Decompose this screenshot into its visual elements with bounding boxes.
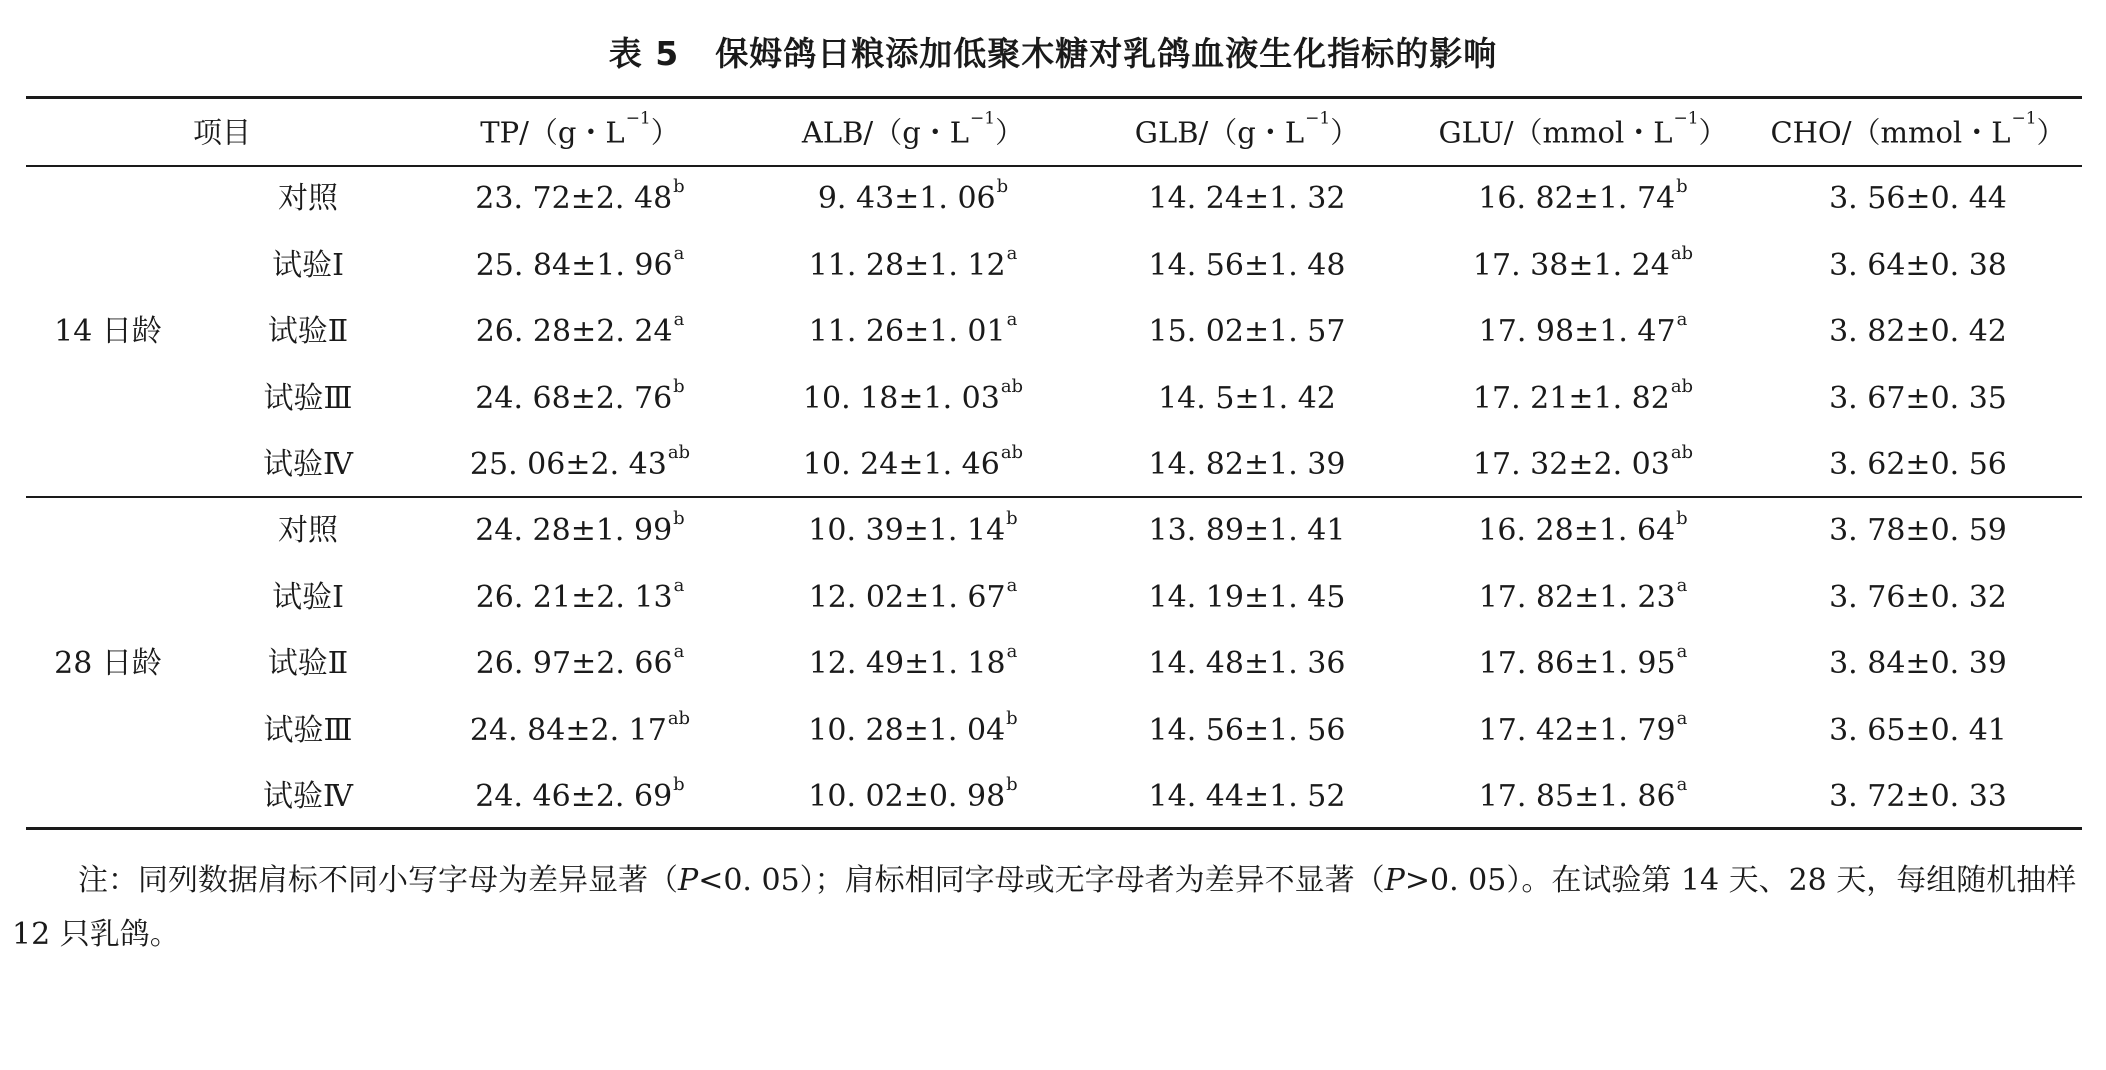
table-cell: 24. 68±2. 76$^b$: [475, 375, 685, 416]
table-cell: 12. 49±1. 18$^a$: [808, 641, 1018, 681]
row-label: 试验Ⅱ: [267, 646, 349, 681]
table-cell: 3. 56±0. 44: [1829, 181, 2007, 216]
table-cell: 25. 06±2. $43^{ab}$: [469, 442, 691, 482]
table-cell: 10. 39±1. 14$^b$: [808, 508, 1018, 548]
row-label: 试验Ⅲ: [263, 712, 353, 748]
table-cell: 10. 24±1. $46^{ab}$: [802, 442, 1024, 482]
bottom-rule: [26, 827, 2082, 830]
row-label: 对照: [278, 513, 338, 548]
table-cell: 24. 46±2. 69$^b$: [475, 774, 685, 814]
table-cell: 15. 02±1. 57: [1148, 314, 1346, 349]
table-cell: 17. 82±1. 23$^a$: [1478, 574, 1688, 615]
group-label: 14 日龄: [54, 314, 162, 349]
table-cell: 3. 62±0. 56: [1829, 447, 2007, 482]
row-label: 试验Ⅰ: [272, 247, 344, 283]
table-cell: 17. 98±1. 47$^a$: [1478, 309, 1688, 349]
row-label: 试验Ⅲ: [263, 380, 353, 416]
table-cell: 3. 64±0. 38: [1829, 247, 2007, 283]
table-cell: 3. 65±0. 41: [1829, 712, 2007, 748]
table-cell: 26. 28±2. 24$^a$: [475, 309, 685, 349]
table-cell: 10. 18±1. $03^{ab}$: [802, 375, 1024, 416]
table-cell: 14. 44±1. 52: [1148, 779, 1346, 814]
table-cell: 3. 76±0. 32: [1829, 579, 2007, 615]
table-title: 保姆鸽日粮添加低聚木糖对乳鸽血液生化指标的影响: [715, 34, 1498, 73]
group-divider-rule: [26, 496, 2082, 498]
table-cell: 3. 82±0. 42: [1829, 314, 2007, 349]
table-cell: 17. 21±1. $82^{ab}$: [1472, 375, 1694, 416]
table-cell: 17. 42±1. 79$^a$: [1478, 707, 1688, 748]
header-item: 项目: [192, 115, 252, 150]
table-cell: 24. 84±2. $17^{ab}$: [469, 707, 691, 748]
column-header: ALB/（g・$L^{-1}$）: [801, 108, 1025, 150]
table-number: 表 5: [608, 34, 680, 73]
table-cell: 3. 84±0. 39: [1829, 646, 2007, 681]
table-cell: 12. 02±1. 67$^a$: [808, 574, 1018, 615]
table-cell: 26. 97±2. 66$^a$: [475, 641, 685, 681]
table-cell: 17. 38±1. $24^{ab}$: [1472, 242, 1694, 283]
table-cell: 17. 85±1. 86$^a$: [1478, 774, 1688, 814]
table-cell: 10. 02±0. 98$^b$: [808, 774, 1018, 814]
table-cell: 3. 78±0. 59: [1829, 513, 2007, 548]
column-header: TP/（g・$L^{-1}$）: [480, 108, 680, 150]
table-cell: 17. 86±1. 95$^a$: [1478, 641, 1688, 681]
table-cell: 9. 43±1. 06$^b$: [817, 176, 1009, 216]
column-header: GLB/（g・$L^{-1}$）: [1134, 108, 1360, 150]
table-cell: 3. 67±0. 35: [1829, 380, 2007, 416]
table-cell: 11. 26±1. 01$^a$: [808, 309, 1018, 349]
column-header: GLU/（mmol・$L^{-1}$）: [1438, 108, 1728, 150]
table-cell: 23. 72±2. 48$^b$: [475, 176, 685, 216]
table-cell: 14. 56±1. 56: [1148, 712, 1346, 748]
row-label: 试验Ⅱ: [267, 314, 349, 349]
table-caption: [0, 28, 2106, 75]
row-label: 对照: [278, 181, 338, 216]
table-cell: 16. 82±1. 74$^b$: [1478, 176, 1688, 216]
column-header: CHO/（mmol・$L^{-1}$）: [1770, 108, 2066, 150]
table-cell: 10. 28±1. 04$^b$: [808, 707, 1018, 748]
table-cell: 14. 56±1. 48: [1148, 247, 1346, 283]
table-cell: 3. 72±0. 33: [1829, 779, 2007, 814]
group-label: 28 日龄: [54, 646, 162, 681]
table-cell: 25. 84±1. 96$^a$: [475, 242, 685, 283]
table-cell: 14. 5±1. 42: [1158, 380, 1336, 416]
table-note: 注：同列数据肩标不同小写字母为差异显著（P<0. 05）；肩标相同字母或无字母者为差异不显著（P>0. 05）。在试验第 14 天、28 天，每组随机抽样 12 只乳鸽。: [12, 863, 2077, 952]
table-cell: 13. 89±1. 41: [1148, 513, 1346, 548]
top-rule: [26, 96, 2082, 99]
row-label: 试验Ⅳ: [263, 447, 353, 482]
table-cell: 16. 28±1. 64$^b$: [1478, 508, 1688, 548]
header-rule: [26, 165, 2082, 167]
table-cell: 14. 48±1. 36: [1148, 646, 1346, 681]
table-cell: 17. 32±2. $03^{ab}$: [1472, 442, 1694, 482]
row-label: 试验Ⅳ: [263, 779, 353, 814]
row-label: 试验Ⅰ: [272, 579, 344, 615]
table-cell: 26. 21±2. 13$^a$: [475, 574, 685, 615]
table-cell: 11. 28±1. 12$^a$: [808, 242, 1018, 283]
table-cell: 14. 82±1. 39: [1148, 447, 1346, 482]
table-cell: 14. 24±1. 32: [1148, 181, 1346, 216]
table-cell: 14. 19±1. 45: [1148, 579, 1346, 615]
table-cell: 24. 28±1. 99$^b$: [475, 508, 685, 548]
